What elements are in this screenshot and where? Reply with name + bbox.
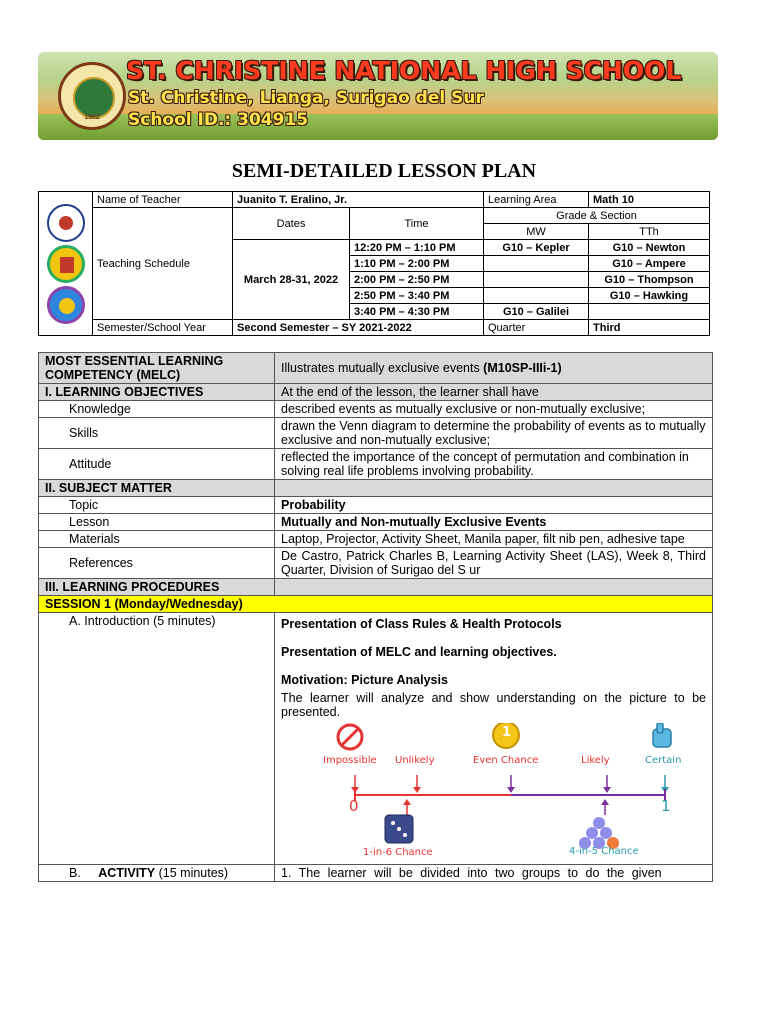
lesson-value: Mutually and Non-mutually Exclusive Events — [275, 514, 713, 531]
topic-value: Probability — [275, 497, 713, 514]
label-likely: Likely — [581, 755, 610, 766]
label-certain: Certain — [645, 755, 682, 766]
materials-label: Materials — [39, 531, 275, 548]
knowledge-text: described events as mutually exclusive or non-mutually exclusive; — [275, 401, 713, 418]
teacher-info-table — [38, 191, 710, 336]
melc-label: MOST ESSENTIAL LEARNING COMPETENCY (MELC) — [39, 353, 275, 384]
session-label: SESSION 1 (Monday/Wednesday) — [39, 596, 713, 613]
melc-text: Illustrates mutually exclusive events — [281, 361, 484, 375]
lesson-plan-table — [38, 352, 713, 882]
activity-bold: ACTIVITY — [98, 866, 156, 880]
activity-label — [39, 865, 275, 882]
time-label: Time — [350, 208, 484, 240]
procedures-label: III. LEARNING PROCEDURES — [39, 579, 275, 596]
intro-p3: Motivation: Picture Analysis — [281, 673, 448, 687]
melc-cell — [275, 353, 713, 384]
references-label: References — [39, 548, 275, 579]
school-location: St. Christine, Lianga, Surigao del Sur — [128, 88, 484, 108]
tth-cell: G10 – Ampere — [589, 256, 710, 272]
attitude-label: Attitude — [39, 449, 275, 480]
tth-cell: G10 – Hawking — [589, 288, 710, 304]
quarter-value: Third — [589, 320, 710, 336]
probability-scale-figure — [295, 723, 695, 863]
teacher-value: Juanito T. Eralino, Jr. — [233, 192, 484, 208]
district-seal-icon — [47, 286, 85, 324]
teacher-label: Name of Teacher — [93, 192, 233, 208]
coin-label: 1 — [502, 725, 512, 740]
intro-p4: The learner will analyze and show understanding on the picture to be presented. — [281, 691, 706, 719]
activity-text: 1. The learner will be divided into two groups to do the given — [275, 865, 713, 882]
deped-seal-icon — [47, 204, 85, 242]
skills-label: Skills — [39, 418, 275, 449]
logos-cell — [39, 192, 93, 336]
scale-one: 1 — [661, 797, 671, 815]
label-unlikely: Unlikely — [395, 755, 435, 766]
knowledge-label: Knowledge — [39, 401, 275, 418]
subject-empty — [275, 480, 713, 497]
intro-content — [275, 613, 713, 865]
time-cell: 12:20 PM – 1:10 PM — [350, 240, 484, 256]
tth-cell: G10 – Thompson — [589, 272, 710, 288]
tth-cell: G10 – Newton — [589, 240, 710, 256]
mw-label: MW — [484, 224, 589, 240]
lesson-label: Lesson — [39, 514, 275, 531]
arrow-likely — [603, 775, 611, 793]
activity-prefix: B. — [69, 866, 99, 880]
mw-cell — [484, 288, 589, 304]
melc-code: (M10SP-IIIi-1) — [483, 361, 562, 375]
prohibit-icon — [338, 725, 362, 749]
dates-value: March 28-31, 2022 — [233, 240, 350, 320]
procedures-empty — [275, 579, 713, 596]
objectives-intro: At the end of the lesson, the learner shall have — [275, 384, 713, 401]
activity-suffix: (15 minutes) — [155, 866, 229, 880]
school-seal-icon — [58, 62, 126, 130]
mw-cell — [484, 256, 589, 272]
seal-year: 1962 — [84, 114, 100, 121]
arrow-up-right — [601, 799, 609, 815]
school-name: ST. CHRISTINE NATIONAL HIGH SCHOOL — [126, 56, 682, 85]
mw-cell — [484, 272, 589, 288]
quarter-label: Quarter — [484, 320, 589, 336]
skills-text: drawn the Venn diagram to determine the probability of events as to mutually exclusive and non-mutually exclusive; — [275, 418, 713, 449]
topic-label: Topic — [39, 497, 275, 514]
tth-cell — [589, 304, 710, 320]
probability-scale-svg — [295, 723, 695, 863]
semester-value: Second Semester – SY 2021-2022 — [233, 320, 484, 336]
attitude-text: reflected the importance of the concept of permutation and combination in solving real life problems involving probability. — [275, 449, 713, 480]
label-impossible: Impossible — [323, 755, 377, 766]
label-even-chance: Even Chance — [473, 755, 539, 766]
intro-p1: Presentation of Class Rules & Health Protocols — [281, 617, 562, 631]
time-cell: 2:00 PM – 2:50 PM — [350, 272, 484, 288]
semester-label: Semester/School Year — [93, 320, 233, 336]
division-seal-icon — [47, 245, 85, 283]
tth-label: TTh — [589, 224, 710, 240]
school-id: School ID.: 304915 — [128, 110, 309, 130]
area-value: Math 10 — [589, 192, 710, 208]
chance-right: 4-in-5 Chance — [569, 846, 639, 857]
scale-zero: 0 — [349, 797, 359, 815]
document-title: SEMI-DETAILED LESSON PLAN — [231, 160, 537, 182]
school-banner — [38, 52, 718, 140]
time-cell: 3:40 PM – 4:30 PM — [350, 304, 484, 320]
thumbs-up-icon — [653, 723, 671, 747]
mw-cell: G10 – Kepler — [484, 240, 589, 256]
grade-section-label: Grade & Section — [484, 208, 710, 224]
dates-label: Dates — [233, 208, 350, 240]
arrow-up-left — [403, 799, 411, 817]
subject-label: II. SUBJECT MATTER — [39, 480, 275, 497]
mw-cell: G10 – Galilei — [484, 304, 589, 320]
intro-p2: Presentation of MELC and learning objectives. — [281, 645, 557, 659]
time-cell: 1:10 PM – 2:00 PM — [350, 256, 484, 272]
objectives-label: I. LEARNING OBJECTIVES — [39, 384, 275, 401]
time-cell: 2:50 PM – 3:40 PM — [350, 288, 484, 304]
arrow-unlikely — [413, 775, 421, 793]
area-label: Learning Area — [484, 192, 589, 208]
dice-icon — [385, 815, 413, 843]
schedule-label: Teaching Schedule — [93, 208, 233, 320]
materials-value: Laptop, Projector, Activity Sheet, Manila paper, filt nib pen, adhesive tape — [275, 531, 713, 548]
arrow-even-chance — [507, 775, 515, 793]
chance-left: 1-in-6 Chance — [363, 847, 433, 858]
intro-label: A. Introduction (5 minutes) — [39, 613, 275, 865]
references-value: De Castro, Patrick Charles B, Learning Activity Sheet (LAS), Week 8, Third Quarter, Division of Surigao del S ur — [275, 548, 713, 579]
